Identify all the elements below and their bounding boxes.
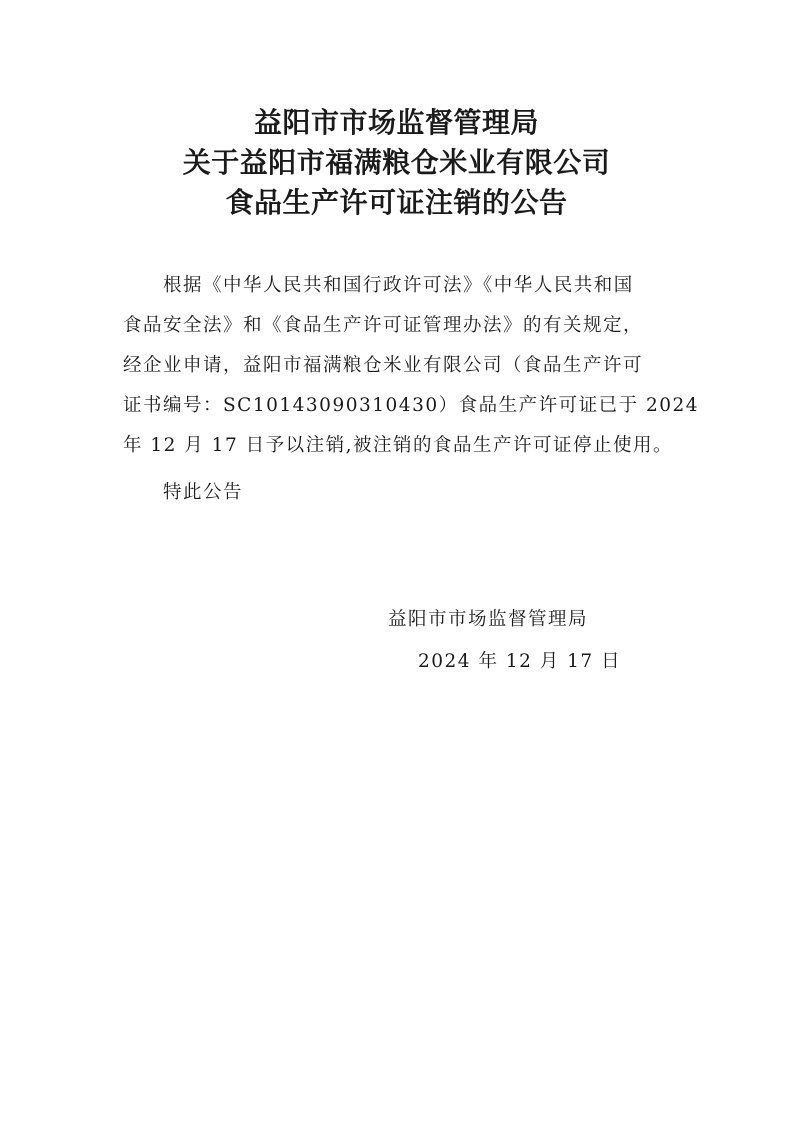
body-line: 食品安全法》和《食品生产许可证管理办法》的有关规定， (123, 315, 644, 336)
body-line: 根据《中华人民共和国行政许可法》《中华人民共和国 (163, 275, 634, 296)
body-line: 年 12 月 17 日予以注销,被注销的食品生产许可证停止使用。 (123, 435, 673, 456)
body-line: 经企业申请，益阳市福满粮仓米业有限公司（食品生产许可 (123, 355, 644, 376)
closing-phrase: 特此公告 (163, 482, 244, 503)
notice-title-line-2: 关于益阳市福满粮仓米业有限公司 (182, 146, 611, 179)
issuing-organization: 益阳市市场监督管理局 (388, 609, 589, 630)
body-line: 证书编号：SC10143090310430）食品生产许可证已于 2024 (123, 395, 700, 416)
issue-date: 2024 年 12 月 17 日 (418, 651, 622, 672)
notice-title-line-1: 益阳市市场监督管理局 (253, 106, 539, 139)
notice-title-line-3: 食品生产许可证注销的公告 (225, 186, 568, 219)
